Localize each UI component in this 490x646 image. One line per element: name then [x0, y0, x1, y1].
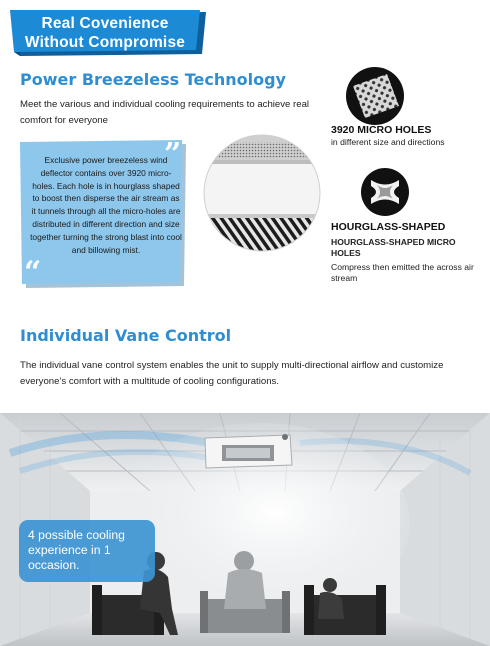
section-title-vane: Individual Vane Control [20, 326, 232, 345]
quote-open-mark: ” [164, 137, 182, 172]
banner-title [10, 14, 200, 52]
info-bubble-text: 4 possible cooling experience in 1 occasion. [28, 528, 125, 572]
feature-title-micro-holes: 3920 MICRO HOLES [331, 124, 432, 136]
banner-line-2: Without Compromise [24, 34, 186, 51]
breezeless-intro: Meet the various and individual cooling requirements to achieve real comfort for everyone [20, 99, 310, 126]
micro-holes-icon [345, 66, 405, 126]
quote-close-mark: “ [24, 255, 42, 290]
feature-title-hourglass: HOURGLASS-SHAPED [331, 221, 446, 233]
panel-closeup-image [203, 134, 321, 252]
banner [10, 10, 208, 58]
feature-bold-subtitle-hourglass: HOURGLASS-SHAPED MICRO HOLES [331, 237, 456, 258]
hourglass-icon [360, 167, 410, 217]
feature-subtitle-hourglass: Compress then emitted the across air stream [331, 262, 474, 283]
section-title-breezeless: Power Breezeless Technology [20, 70, 286, 89]
banner-line-1: Real Covenience [41, 15, 169, 32]
quote-text: Exclusive power breezeless wind deflector contains over 3920 micro-holes. Each hole is in hourglass shaped to boost then disperse the air stream as it tunnels through all the micro-holes are distributed in different direction and size together turning the strong blast into cool and billowing mist. [30, 155, 182, 255]
vane-description: The individual vane control system enables the unit to supply multi-directional airflow and customize everyone’s comfort with a multitude of cooling configurations. [20, 360, 444, 387]
feature-subtitle-micro-holes: in different size and directions [331, 137, 445, 147]
